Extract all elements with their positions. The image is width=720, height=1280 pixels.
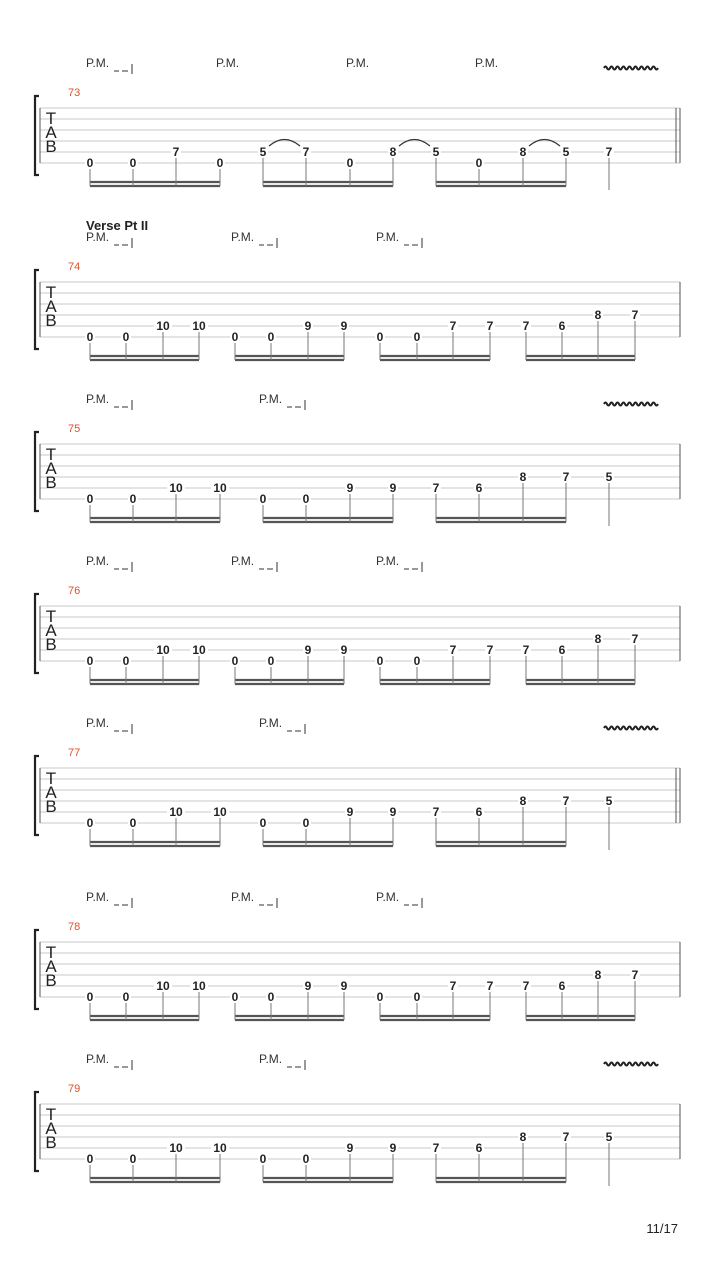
palm-mute-label: P.M. <box>86 230 110 244</box>
fret-number: 0 <box>302 492 310 506</box>
fret-number: 0 <box>129 156 137 170</box>
fret-number: 7 <box>562 1130 570 1144</box>
tab-clef-letter: A <box>45 621 57 640</box>
palm-mute-label: P.M. <box>376 890 400 904</box>
fret-number: 7 <box>432 805 440 819</box>
fret-number: 7 <box>562 794 570 808</box>
tab-clef-letter: T <box>45 1105 57 1124</box>
fret-number: 0 <box>122 330 130 344</box>
slur <box>399 140 430 147</box>
fret-number: 5 <box>259 145 267 159</box>
fret-number: 10 <box>156 643 170 657</box>
system-bracket <box>35 96 39 175</box>
fret-number: 10 <box>192 319 206 333</box>
fret-number: 0 <box>413 330 421 344</box>
system-bracket <box>35 1092 39 1171</box>
fret-number: 5 <box>605 794 613 808</box>
fret-number: 0 <box>302 816 310 830</box>
fret-number: 0 <box>475 156 483 170</box>
fret-number: 6 <box>558 319 566 333</box>
tab-clef-letter: T <box>45 445 57 464</box>
fret-number: 9 <box>340 643 348 657</box>
fret-number: 0 <box>376 990 384 1004</box>
page-number: 11/17 <box>646 1221 678 1236</box>
tab-clef-letter: T <box>45 943 57 962</box>
fret-number: 0 <box>259 1152 267 1166</box>
fret-number: 7 <box>449 979 457 993</box>
fret-number: 7 <box>522 643 530 657</box>
tab-clef-letter: T <box>45 769 57 788</box>
palm-mute-label: P.M. <box>231 230 255 244</box>
fret-number: 9 <box>389 481 397 495</box>
fret-number: 9 <box>304 643 312 657</box>
fret-number: 10 <box>169 1141 183 1155</box>
palm-mute-label: P.M. <box>346 56 370 70</box>
fret-number: 7 <box>605 145 613 159</box>
fret-number: 6 <box>475 805 483 819</box>
system-bracket <box>35 270 39 349</box>
measure-number: 73 <box>68 87 81 99</box>
fret-number: 0 <box>346 156 354 170</box>
tab-clef-letter: T <box>45 607 57 626</box>
fret-number: 8 <box>519 470 527 484</box>
fret-number: 7 <box>432 481 440 495</box>
fret-number: 7 <box>449 643 457 657</box>
palm-mute-label: P.M. <box>86 890 110 904</box>
measure-number: 79 <box>68 1083 81 1095</box>
fret-number: 7 <box>522 979 530 993</box>
fret-number: 0 <box>129 816 137 830</box>
fret-number: 0 <box>86 492 94 506</box>
fret-number: 7 <box>486 319 494 333</box>
tab-clef-letter: B <box>45 797 57 816</box>
fret-number: 7 <box>631 308 639 322</box>
fret-number: 7 <box>486 979 494 993</box>
vibrato-mark <box>604 727 658 730</box>
tab-clef-letter: A <box>45 957 57 976</box>
fret-number: 9 <box>346 481 354 495</box>
fret-number: 10 <box>192 979 206 993</box>
palm-mute-label: P.M. <box>376 230 400 244</box>
tab-clef-letter: A <box>45 1119 57 1138</box>
fret-number: 0 <box>216 156 224 170</box>
fret-number: 8 <box>594 968 602 982</box>
vibrato-mark <box>604 67 658 70</box>
fret-number: 0 <box>259 816 267 830</box>
fret-number: 10 <box>156 979 170 993</box>
fret-number: 7 <box>432 1141 440 1155</box>
fret-number: 5 <box>605 470 613 484</box>
palm-mute-label: P.M. <box>216 56 240 70</box>
fret-number: 8 <box>389 145 397 159</box>
fret-number: 0 <box>86 330 94 344</box>
slur <box>269 140 300 147</box>
section-title: Verse Pt II <box>86 218 149 233</box>
fret-number: 8 <box>519 1130 527 1144</box>
tab-clef-letter: B <box>45 1133 57 1152</box>
fret-number: 5 <box>605 1130 613 1144</box>
slur <box>529 140 560 147</box>
fret-number: 8 <box>594 308 602 322</box>
system-bracket <box>35 594 39 673</box>
fret-number: 0 <box>231 654 239 668</box>
measure-number: 75 <box>68 423 81 435</box>
fret-number: 0 <box>86 990 94 1004</box>
palm-mute-label: P.M. <box>259 1052 283 1066</box>
tab-clef-letter: A <box>45 297 57 316</box>
fret-number: 10 <box>213 481 227 495</box>
fret-number: 6 <box>558 643 566 657</box>
tab-clef-letter: B <box>45 635 57 654</box>
fret-number: 8 <box>519 145 527 159</box>
fret-number: 8 <box>594 632 602 646</box>
system-bracket <box>35 756 39 835</box>
fret-number: 10 <box>169 805 183 819</box>
fret-number: 6 <box>558 979 566 993</box>
fret-number: 0 <box>129 492 137 506</box>
fret-number: 9 <box>304 979 312 993</box>
system-bracket <box>35 930 39 1009</box>
fret-number: 9 <box>304 319 312 333</box>
tab-clef-letter: A <box>45 783 57 802</box>
fret-number: 0 <box>267 330 275 344</box>
palm-mute-label: P.M. <box>86 392 110 406</box>
fret-number: 0 <box>86 156 94 170</box>
fret-number: 0 <box>259 492 267 506</box>
fret-number: 9 <box>346 1141 354 1155</box>
fret-number: 0 <box>376 330 384 344</box>
palm-mute-label: P.M. <box>259 716 283 730</box>
fret-number: 0 <box>86 816 94 830</box>
tab-clef-letter: T <box>45 109 57 128</box>
fret-number: 9 <box>340 979 348 993</box>
fret-number: 10 <box>169 481 183 495</box>
fret-number: 7 <box>449 319 457 333</box>
fret-number: 10 <box>213 805 227 819</box>
fret-number: 0 <box>267 990 275 1004</box>
fret-number: 0 <box>231 330 239 344</box>
fret-number: 9 <box>389 805 397 819</box>
fret-number: 7 <box>631 632 639 646</box>
fret-number: 0 <box>86 654 94 668</box>
vibrato-mark <box>604 1063 658 1066</box>
tab-clef-letter: A <box>45 123 57 142</box>
measure-number: 77 <box>68 747 81 759</box>
fret-number: 8 <box>519 794 527 808</box>
fret-number: 6 <box>475 1141 483 1155</box>
fret-number: 7 <box>302 145 310 159</box>
fret-number: 0 <box>122 654 130 668</box>
palm-mute-label: P.M. <box>86 716 110 730</box>
fret-number: 5 <box>562 145 570 159</box>
tab-clef-letter: B <box>45 971 57 990</box>
fret-number: 0 <box>302 1152 310 1166</box>
tab-clef-letter: A <box>45 459 57 478</box>
tab-clef-letter: B <box>45 137 57 156</box>
fret-number: 0 <box>122 990 130 1004</box>
fret-number: 0 <box>129 1152 137 1166</box>
fret-number: 6 <box>475 481 483 495</box>
fret-number: 0 <box>413 654 421 668</box>
fret-number: 5 <box>432 145 440 159</box>
fret-number: 9 <box>346 805 354 819</box>
fret-number: 0 <box>86 1152 94 1166</box>
fret-number: 7 <box>486 643 494 657</box>
measure-number: 78 <box>68 921 81 933</box>
palm-mute-label: P.M. <box>86 554 110 568</box>
fret-number: 0 <box>413 990 421 1004</box>
fret-number: 9 <box>389 1141 397 1155</box>
fret-number: 0 <box>231 990 239 1004</box>
fret-number: 7 <box>631 968 639 982</box>
tab-clef-letter: B <box>45 473 57 492</box>
fret-number: 10 <box>192 643 206 657</box>
palm-mute-label: P.M. <box>231 554 255 568</box>
palm-mute-label: P.M. <box>259 392 283 406</box>
palm-mute-label: P.M. <box>376 554 400 568</box>
system-bracket <box>35 432 39 511</box>
vibrato-mark <box>604 403 658 406</box>
fret-number: 7 <box>562 470 570 484</box>
fret-number: 10 <box>213 1141 227 1155</box>
palm-mute-label: P.M. <box>231 890 255 904</box>
palm-mute-label: P.M. <box>86 56 110 70</box>
fret-number: 0 <box>376 654 384 668</box>
palm-mute-label: P.M. <box>86 1052 110 1066</box>
tab-clef-letter: T <box>45 283 57 302</box>
palm-mute-label: P.M. <box>475 56 499 70</box>
measure-number: 76 <box>68 585 81 597</box>
measure-number: 74 <box>68 261 81 273</box>
tab-clef-letter: B <box>45 311 57 330</box>
fret-number: 9 <box>340 319 348 333</box>
fret-number: 7 <box>172 145 180 159</box>
fret-number: 10 <box>156 319 170 333</box>
fret-number: 0 <box>267 654 275 668</box>
fret-number: 7 <box>522 319 530 333</box>
